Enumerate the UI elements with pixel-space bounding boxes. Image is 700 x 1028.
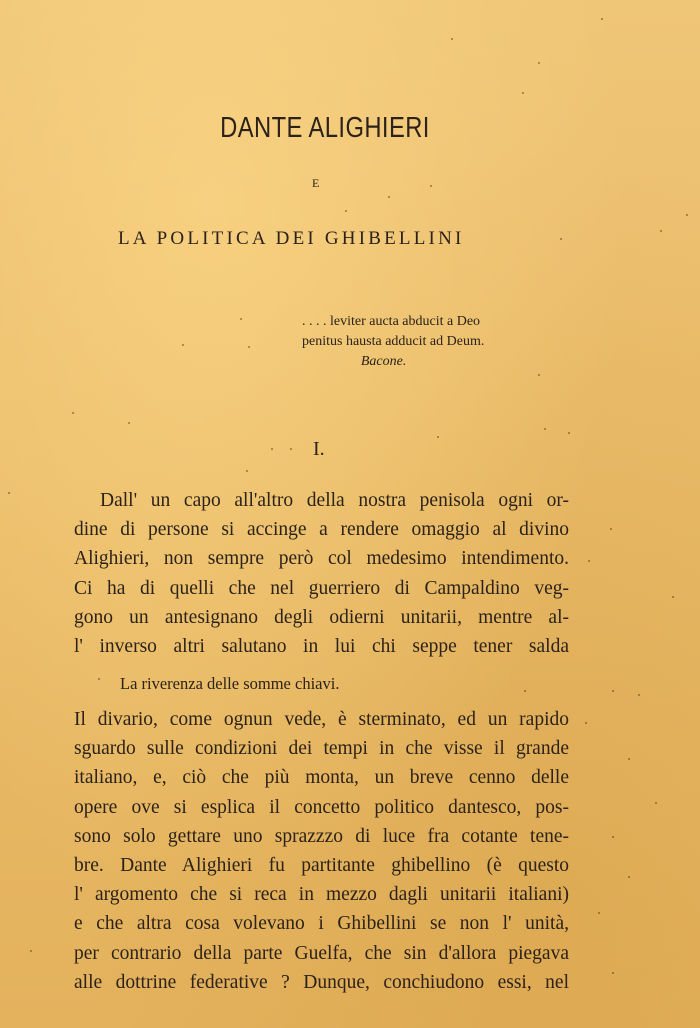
- text-line: l' argomento che si reca in mezzo dagli unitarii italiani): [74, 884, 569, 906]
- text-line: sguardo sulle condizioni dei tempi in che visse il grande: [74, 738, 569, 760]
- text-line: alle dottrine federative ? Dunque, conchiudono essi, nel: [74, 971, 569, 993]
- text-line: per contrario della parte Guelfa, che sin d'allora piegava: [74, 942, 569, 964]
- epigraph: [302, 312, 484, 372]
- section-number: I.: [313, 438, 325, 460]
- text-line: Ci ha di quelli che nel guerriero di Campaldino veg-: [74, 577, 569, 599]
- text-line: sono solo gettare uno sprazzzo di luce fra cotante tene-: [74, 825, 569, 847]
- text-line: Il divario, come ognun vede, è sterminato, ed un rapido: [74, 709, 569, 730]
- text-line: Dall' un capo all'altro della nostra penisola ogni or-: [100, 490, 569, 511]
- verse-quotation: La riverenza delle somme chiavi.: [120, 674, 340, 693]
- text-line: e che altra cosa volevano i Ghibellini se non l' unità,: [74, 913, 569, 935]
- text-line: l' inverso altri salutano in lui chi seppe tener salda: [74, 636, 569, 658]
- paragraph-1: [74, 486, 569, 661]
- chapter-subtitle: LA POLITICA DEI GHIBELLINI: [118, 228, 465, 249]
- text-line: gono un antesignano degli odierni unitarii, mentre al-: [74, 606, 569, 628]
- epigraph-author: Bacone.: [360, 354, 407, 369]
- text-line: Alighieri, non sempre però col medesimo intendimento.: [74, 548, 569, 570]
- text-line: bre. Dante Alighieri fu partitante ghibellino (è questo: [74, 855, 569, 877]
- paragraph-2: [74, 705, 569, 997]
- title-conjunction: E: [312, 176, 320, 190]
- epigraph-line-2: penitus hausta adducit ad Deum.: [302, 334, 485, 349]
- text-line: dine di persone si accinge a rendere omaggio al divino: [74, 519, 569, 541]
- epigraph-line-1: . . . . leviter aucta abducit a Deo: [302, 314, 481, 329]
- text-line: italiano, e, ciò che più monta, un breve cenno delle: [74, 767, 569, 789]
- chapter-title: DANTE ALIGHIERI: [220, 112, 430, 144]
- text-line: opere ove si esplica il concetto politico dantesco, pos-: [74, 796, 569, 818]
